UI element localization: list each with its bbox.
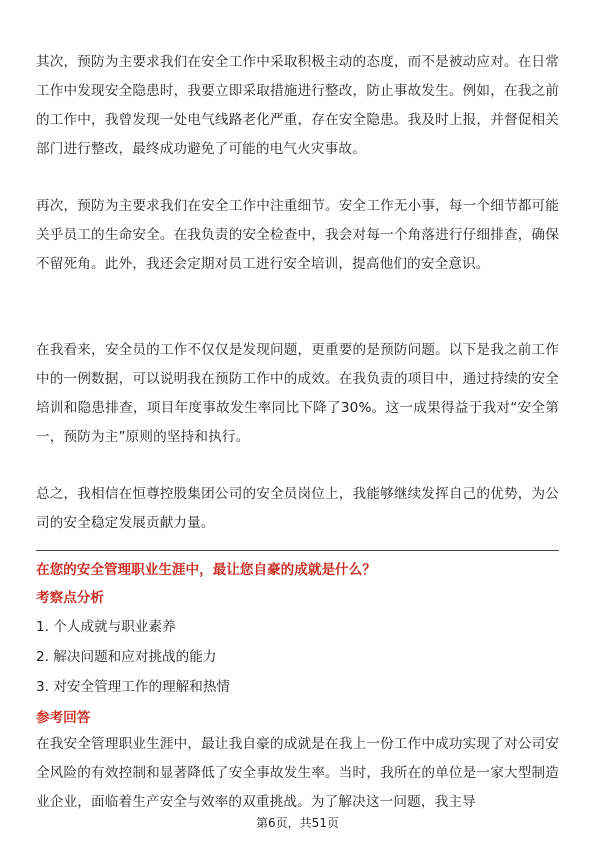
body-paragraph-4: 总之，我相信在恒尊控股集团公司的安全员岗位上，我能够继续发挥自己的优势，为公司的安全稳定发展贡献力量。 (36, 486, 559, 531)
list-item: 1. 个人成就与职业素养 (36, 619, 176, 635)
analysis-list (36, 612, 559, 702)
interview-question: 在您的安全管理职业生涯中，最让您自豪的成就是什么？ (36, 562, 376, 578)
body-paragraph-2: 再次，预防为主要求我们在安全工作中注重细节。安全工作无小事，每一个细节都可能关乎员工的生命安全。在我负责的安全检查中，我会对每一个角落进行仔细排查，确保不留死角。此外，我还会定期对员工进行安全培训，提高他们的安全意识。 (36, 198, 559, 272)
analysis-heading: 考察点分析 (36, 590, 104, 606)
list-item: 3. 对安全管理工作的理解和热情 (36, 679, 231, 695)
answer-paragraph: 在我安全管理职业生涯中，最让我自豪的成就是在我上一份工作中成功实现了对公司安全风险的有效控制和显著降低了安全事故发生率。当时，我所在的单位是一家大型制造业企业，面临着生产安全与效率的双重挑战。为了解决这一问题，我主导 (36, 736, 559, 810)
page-number: 第6页，共51页 (256, 816, 339, 830)
list-item: 2. 解决问题和应对挑战的能力 (36, 649, 217, 665)
body-paragraph-3: 在我看来，安全员的工作不仅仅是发现问题，更重要的是预防问题。以下是我之前工作中的一例数据，可以说明我在预防工作中的成效。在我负责的项目中，通过持续的安全培训和隐患排查，项目年度事故发生率同比下降了30%。这一成果得益于我对“安全第一，预防为主”原则的坚持和执行。 (36, 342, 559, 445)
body-paragraph-1: 其次，预防为主要求我们在安全工作中采取积极主动的态度，而不是被动应对。在日常工作中发现安全隐患时，我要立即采取措施进行整改，防止事故发生。例如，在我之前的工作中，我曾发现一处电气线路老化严重，存在安全隐患。我及时上报，并督促相关部门进行整改，最终成功避免了可能的电气火灾事故。 (36, 54, 559, 157)
answer-heading: 参考回答 (36, 710, 91, 726)
section-divider (36, 550, 559, 551)
